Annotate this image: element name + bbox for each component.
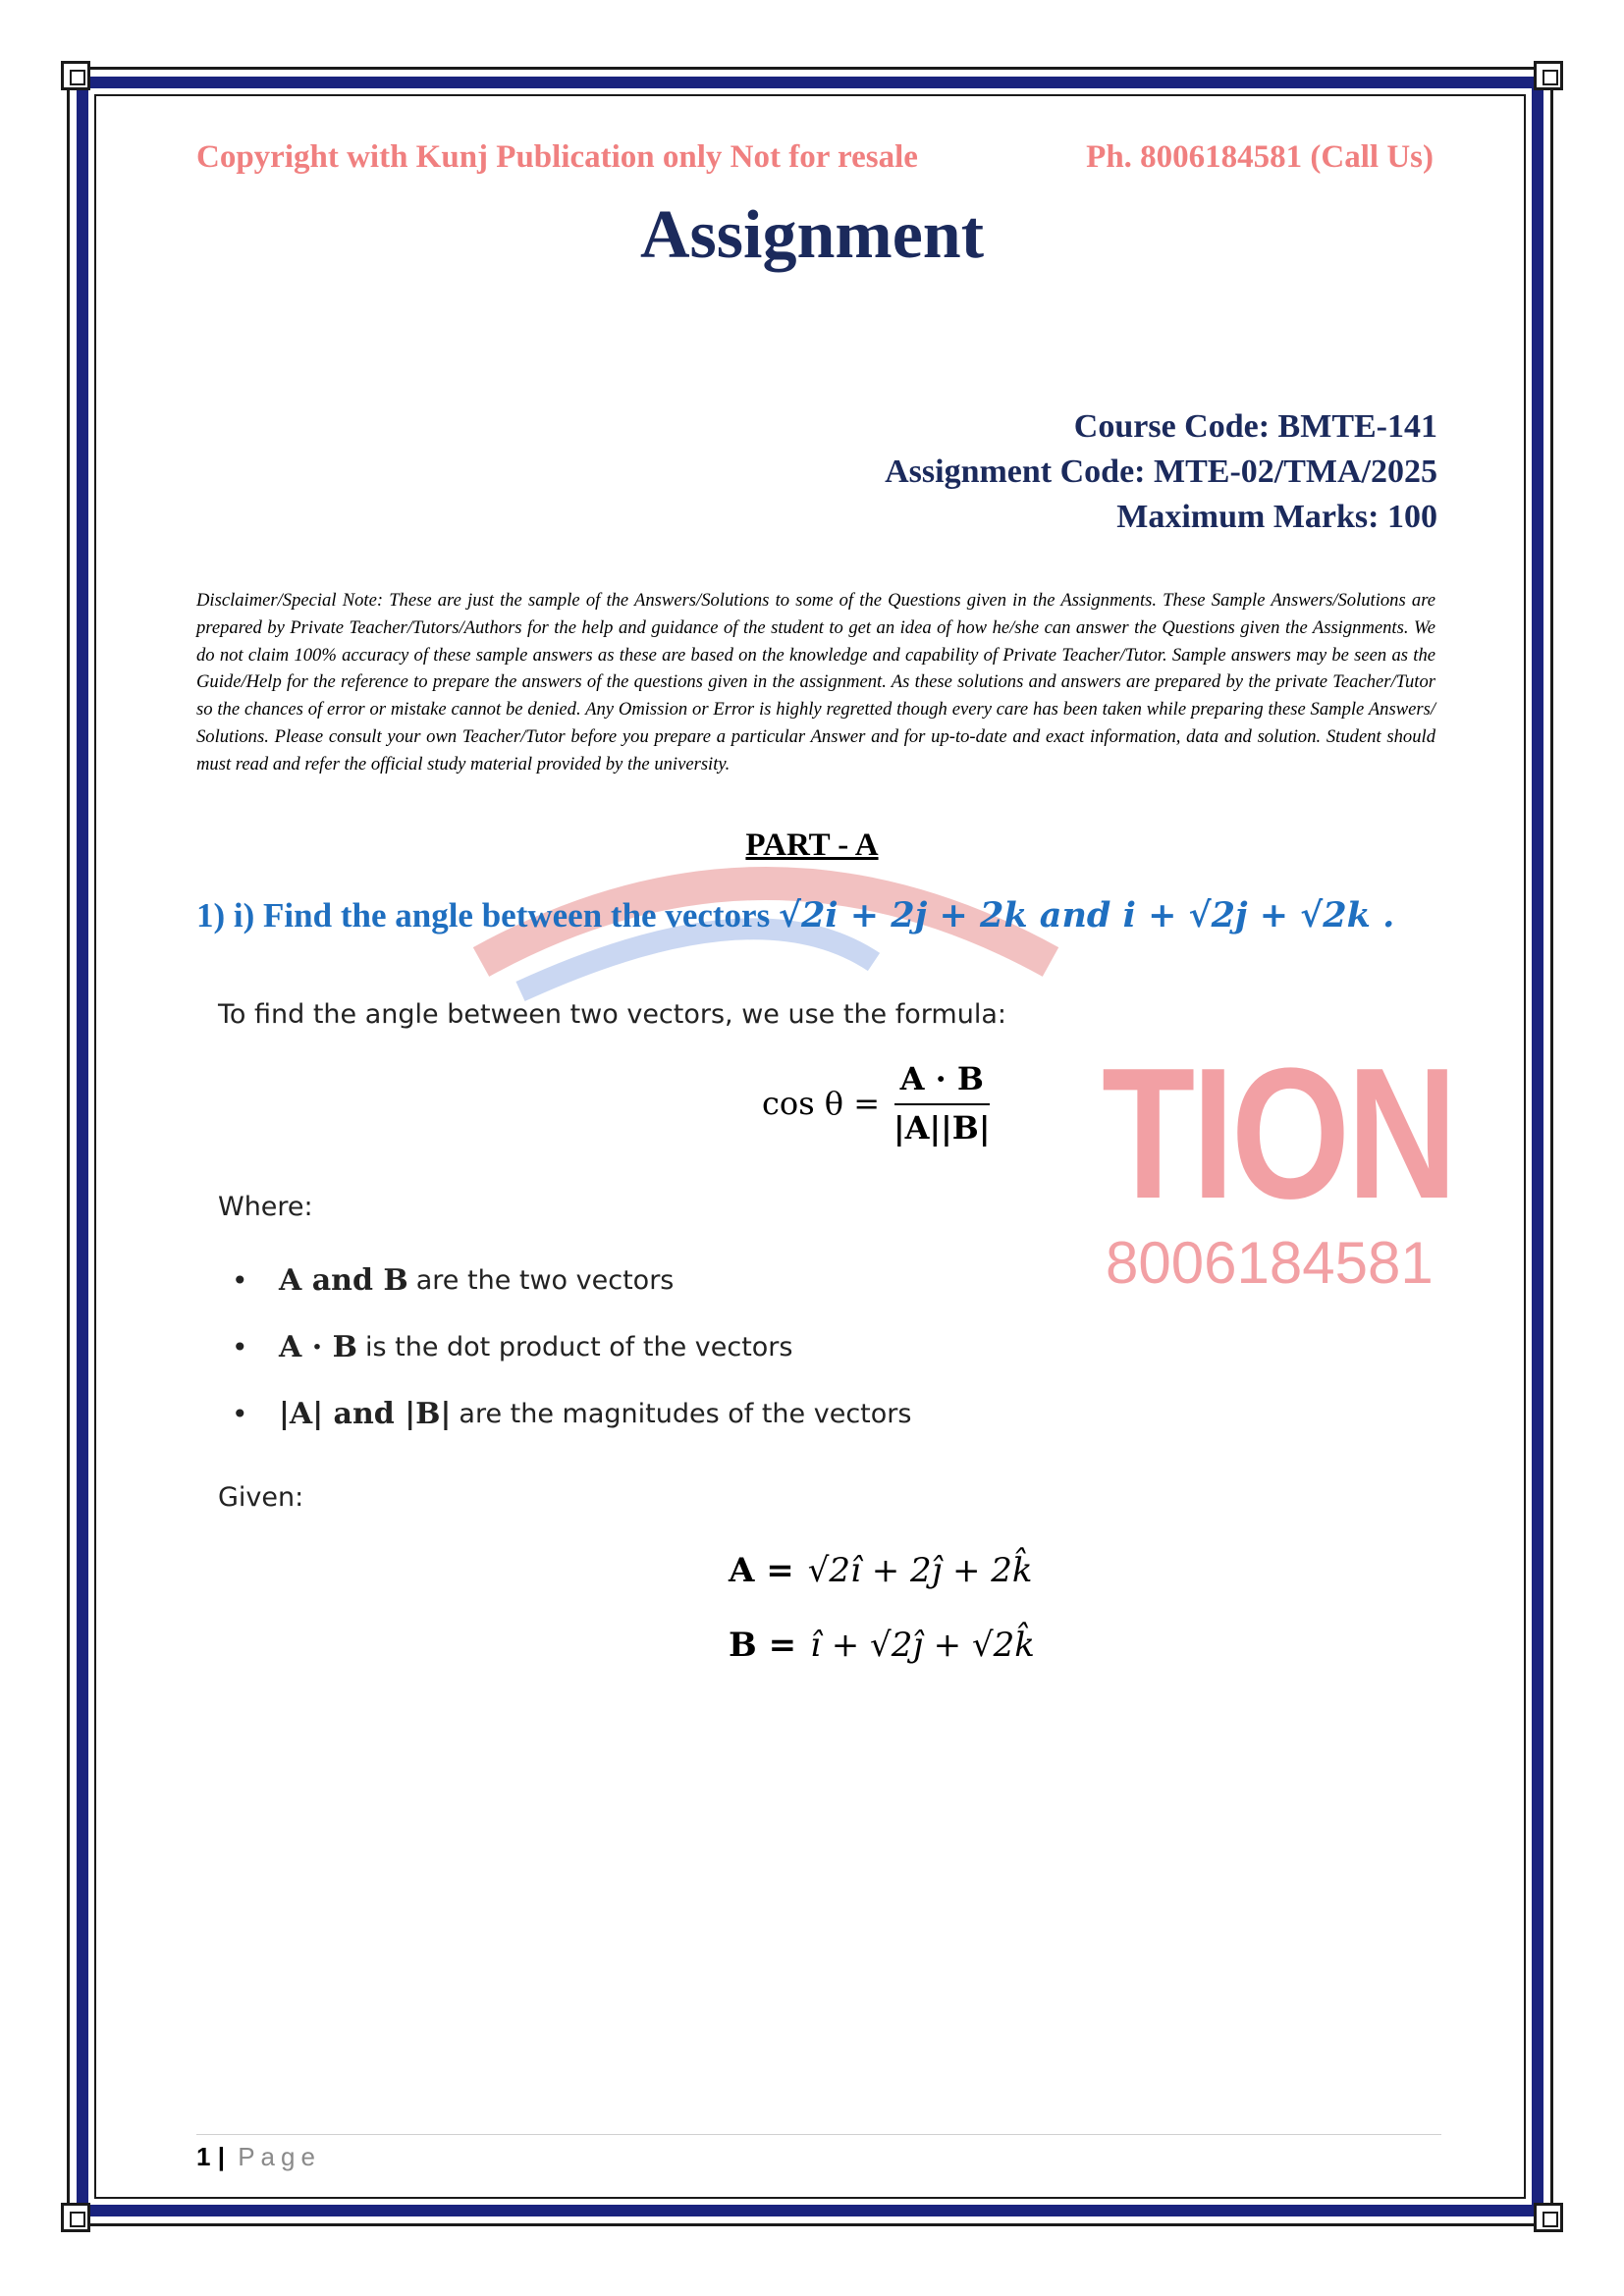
vector-a-lhs: A = [729,1551,794,1590]
footer-separator: | [217,2142,225,2171]
vector-a-equation [729,1551,1033,1590]
bullet-text: are the two vectors [415,1264,675,1296]
formula-lhs: cos θ = [762,1085,881,1122]
vector-b-rhs: î + √2ĵ + √2k̂ [810,1626,1035,1665]
watermark-text: TION [1102,1030,1455,1238]
bullet-text: is the dot product of the vectors [364,1331,793,1362]
copyright-notice: Copyright with Kunj Publication only Not for resale [196,139,918,175]
page-word: Page [238,2142,321,2171]
assignment-code: Assignment Code: MTE-02/TMA/2025 [885,454,1437,490]
list-item [232,1247,911,1313]
formula-fraction [893,1060,990,1147]
bullet-math: • A and B [279,1262,408,1298]
corner-ornament-bottom-left [61,2203,90,2232]
where-label: Where: [218,1192,313,1222]
question-vectors: √2i + 2j + 2k and i + √2j + √2k . [778,895,1395,935]
part-heading: PART - A [745,828,879,863]
definition-list [232,1247,911,1447]
formula-numerator: A · B [894,1060,990,1105]
question-1-i [196,895,1434,935]
bullet-math: • |A| and |B| [279,1396,452,1431]
solution-intro: To find the angle between two vectors, we use the formula: [218,999,1006,1030]
disclaimer-note: Disclaimer/Special Note: These are just the sample of the Answers/Solutions to some of the Questions given in the Assignments. These Sample Answers/Solutions are prepared by Private Teacher/Tutors/Authors for the help and guidance of the student to get an idea of how he/she can answer the Questions given the Assignments. We do not claim 100% accuracy of these sample answers as these are based on the knowledge and capability of Private Teacher/Tutor. Sample answers may be seen as the Guide/Help for the reference to prepare the answers of the questions given in the assignment. As these solutions and answers are prepared by the private Teacher/Tutor so the chances of error or mistake cannot be denied. Any Omission or Error is highly regretted though every care has been taken while preparing these Sample Answers/ Solutions. Please consult your own Teacher/Tutor before you prepare a particular Answer and for up-to-date and exact information, data and solution. Student should must read and refer the official study material provided by the university. [196,590,1435,774]
bullet-math: • A · B [279,1329,357,1364]
list-item [232,1313,911,1380]
course-codes [885,404,1437,540]
header-line [196,139,1434,176]
course-code: Course Code: BMTE-141 [1073,408,1437,445]
corner-ornament-top-left [61,61,90,90]
given-label: Given: [218,1482,304,1513]
watermark-phone: 8006184581 [1106,1230,1434,1296]
vector-b-lhs: B = [729,1626,797,1665]
cosine-formula [762,1060,990,1147]
contact-phone: Ph. 8006184581 (Call Us) [1086,139,1434,175]
list-item [232,1380,911,1447]
footer-divider [196,2134,1441,2135]
vector-b-equation [729,1626,1035,1665]
page-number: 1 [196,2142,211,2171]
question-label: 1) i) Find the angle between the vectors [196,896,771,934]
bullet-text: are the magnitudes of the vectors [459,1398,912,1429]
maximum-marks: Maximum Marks: 100 [1116,499,1437,535]
page-footer [196,2142,321,2172]
formula-denominator: |A||B| [893,1109,991,1147]
corner-ornament-top-right [1534,61,1563,90]
corner-ornament-bottom-right [1534,2203,1563,2232]
vector-a-rhs: √2î + 2ĵ + 2k̂ [807,1551,1033,1590]
page-title: Assignment [639,197,985,273]
